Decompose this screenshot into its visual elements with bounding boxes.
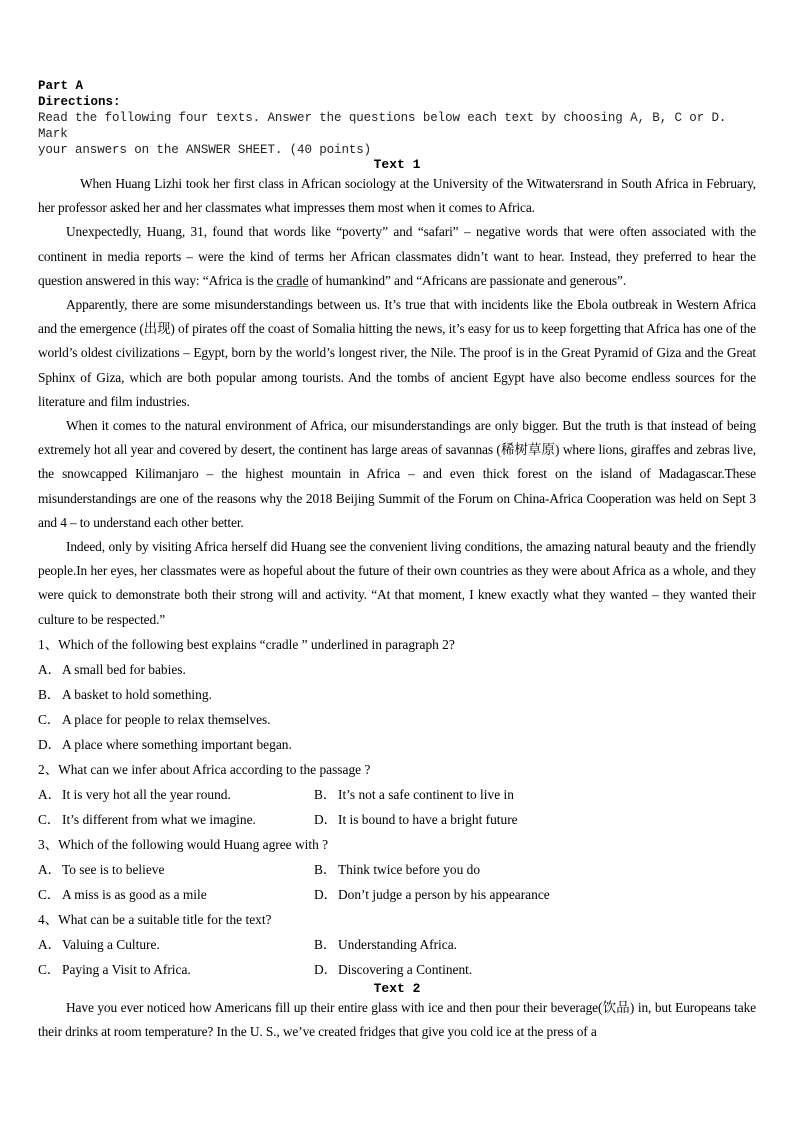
text-1-title: Text 1 [373, 157, 421, 172]
option-letter: C． [38, 961, 61, 977]
option-text: A place where something important began. [62, 736, 292, 752]
directions-line-2: your answers on the ANSWER SHEET. (40 points) [38, 143, 372, 157]
paragraph-2-before: Unexpectedly, Huang, 31, found that words like “poverty” and “safari” – negative words that were often associated with the continent in media reports – were the kind of terms her African classmates didn’t want to hear. Instead, they preferred to hear the question answered in this way: “Africa is the [38, 224, 756, 288]
question-1-option-b[interactable] [38, 682, 756, 707]
question-4-option-c[interactable] [38, 957, 314, 982]
question-2 [38, 757, 756, 832]
directions-label: Directions: [38, 95, 121, 109]
option-letter: B． [314, 861, 337, 877]
option-text: Think twice before you do [338, 861, 481, 877]
question-3 [38, 832, 756, 907]
text-1-paragraph-5: Indeed, only by visiting Africa herself did Huang see the convenient living conditions, the amazing natural beauty and the friendly people.In her eyes, her classmates were as hopeful about the future of their own countries as they were about Africa as a whole, and they were quick to demonstrate both their strong will and activity. “At that moment, I knew exactly what they wanted – they wanted their culture to be respected.” [38, 539, 756, 627]
option-text: Paying a Visit to Africa. [62, 961, 191, 977]
question-2-option-d[interactable] [314, 807, 518, 832]
question-1-option-a[interactable] [38, 657, 756, 682]
question-4-option-d[interactable] [314, 957, 472, 982]
option-letter: A． [38, 861, 62, 877]
option-text: Don’t judge a person by his appearance [338, 886, 550, 902]
question-4-option-a[interactable] [38, 932, 314, 957]
part-heading: Part A [38, 79, 84, 93]
option-text: To see is to believe [62, 861, 165, 877]
option-letter: C． [38, 811, 61, 827]
question-4-options-row-1 [38, 932, 756, 957]
option-text: A place for people to relax themselves. [62, 711, 271, 727]
text-1-paragraph-4: When it comes to the natural environment of Africa, our misunderstandings are only bigger. But the truth is that instead of being extremely hot all year and covered by desert, the continent has large areas of savannas (稀树草原) where lions, giraffes and zebras live, the snowcapped Kilimanjaro – the highest mountain in Africa – and even thick forest on the island of Madagascar.These misunderstandings are one of the reasons why the 2018 Beijing Summit of the Forum on China-Africa Cooperation was held on Sept 3 and 4 – to understand each other better. [38, 418, 756, 530]
option-letter: D． [314, 886, 338, 902]
option-letter: D． [38, 736, 62, 752]
text-1-passage [38, 172, 756, 632]
text-1-paragraph-3: Apparently, there are some misunderstandings between us. It’s true that with incidents like the Ebola outbreak in Western Africa and the emergence (出现) of pirates off the coast of Somalia hitting the news, it’s easy for us to keep forgetting that Africa has one of the world’s oldest civilizations – Egypt, born by the world’s longest river, the Nile. The proof is in the Great Pyramid of Giza and the Great Sphinx of Giza, which are both popular among tourists. And the tombs of ancient Egypt have also become endless sources for the literature and film industries. [38, 297, 756, 409]
question-4 [38, 907, 756, 982]
question-1 [38, 632, 756, 757]
paragraph-2-after: of humankind” and “Africans are passionate and generous”. [308, 272, 627, 288]
question-2-option-b[interactable] [314, 782, 514, 807]
question-1-option-c[interactable] [38, 707, 756, 732]
question-3-options-row-2 [38, 882, 756, 907]
underlined-word-cradle: cradle [276, 272, 309, 288]
option-letter: C． [38, 711, 61, 727]
question-3-stem: 3、Which of the following would Huang agree with ? [38, 836, 329, 852]
option-letter: B． [314, 936, 337, 952]
question-4-option-b[interactable] [314, 932, 457, 957]
text-2-paragraph-1: Have you ever noticed how Americans fill up their entire glass with ice and then pour their beverage(饮品) in, but Europeans take their drinks at room temperature? In the U. S., we’ve created fridges that give you cold ice at the press of a [38, 999, 756, 1040]
option-letter: A． [38, 661, 62, 677]
option-text: A small bed for babies. [62, 661, 186, 677]
text-1-paragraph-1: When Huang Lizhi took her first class in African sociology at the University of the Witwatersrand in South Africa in February, her professor asked her and her classmates what impresses them most when it comes to Africa. [38, 176, 756, 216]
option-text: It is very hot all the year round. [62, 786, 231, 802]
question-4-stem: 4、What can be a suitable title for the text? [38, 911, 272, 927]
option-letter: C． [38, 886, 61, 902]
question-2-option-c[interactable] [38, 807, 314, 832]
text-2-passage [38, 996, 756, 1044]
question-3-option-d[interactable] [314, 882, 550, 907]
option-letter: A． [38, 786, 62, 802]
question-2-option-a[interactable] [38, 782, 314, 807]
option-letter: D． [314, 961, 338, 977]
question-4-options-row-2 [38, 957, 756, 982]
option-letter: A． [38, 936, 62, 952]
question-3-option-a[interactable] [38, 857, 314, 882]
text-2-title: Text 2 [373, 980, 421, 996]
option-text: A miss is as good as a mile [62, 886, 207, 902]
directions-line-1: Read the following four texts. Answer the questions below each text by choosing A, B, C or D. Mark [38, 111, 727, 141]
option-text: Discovering a Continent. [338, 961, 473, 977]
option-text: A basket to hold something. [62, 686, 212, 702]
option-text: Understanding Africa. [338, 936, 457, 952]
option-letter: B． [314, 786, 337, 802]
question-1-option-d[interactable] [38, 732, 756, 757]
question-2-stem: 2、What can we infer about Africa according to the passage ? [38, 761, 371, 777]
question-2-options-row-1 [38, 782, 756, 807]
question-3-option-b[interactable] [314, 857, 480, 882]
option-letter: B． [38, 686, 61, 702]
text-1-paragraph-2 [38, 220, 756, 293]
option-text: It’s not a safe continent to live in [338, 786, 514, 802]
question-3-option-c[interactable] [38, 882, 314, 907]
option-text: It’s different from what we imagine. [62, 811, 256, 827]
question-1-stem: 1、Which of the following best explains “cradle ” underlined in paragraph 2? [38, 636, 455, 652]
option-text: Valuing a Culture. [62, 936, 160, 952]
exam-page [38, 78, 756, 1044]
question-3-options-row-1 [38, 857, 756, 882]
option-letter: D． [314, 811, 338, 827]
question-2-options-row-2 [38, 807, 756, 832]
option-text: It is bound to have a bright future [338, 811, 518, 827]
